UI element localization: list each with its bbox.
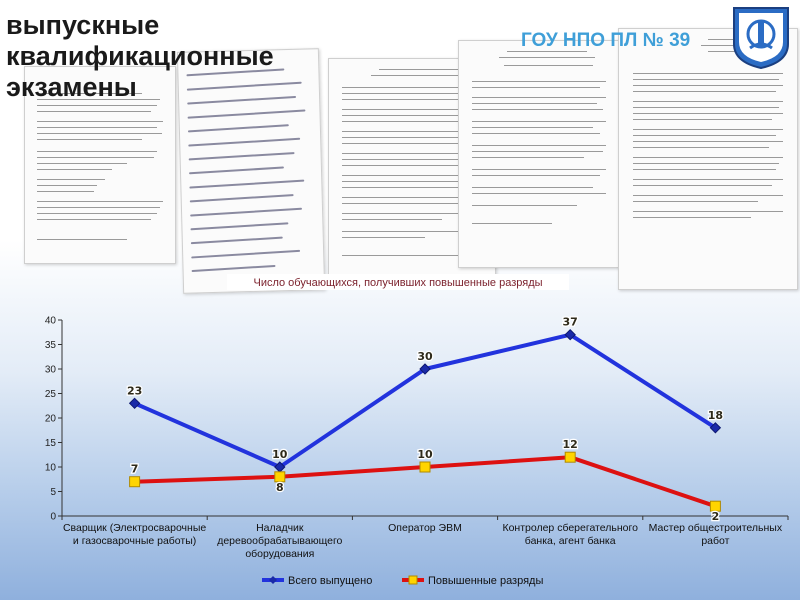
data-label: 37 <box>562 315 578 329</box>
x-category-label: оборудования <box>245 548 315 560</box>
y-axis <box>45 316 62 523</box>
data-point <box>420 462 430 472</box>
series-layer <box>127 316 723 524</box>
page-heading <box>6 0 326 103</box>
y-tick-label: 5 <box>50 487 56 498</box>
x-category-label: и газосварочные работы) <box>72 535 197 547</box>
organization-name: ГОУ НПО ПЛ № 39 <box>521 30 691 51</box>
y-tick-label: 25 <box>44 389 56 400</box>
data-label: 2 <box>711 510 720 524</box>
x-category-label: деревообрабатывающего <box>217 535 343 547</box>
data-point <box>130 477 140 487</box>
heading-line-3: экзамены <box>6 72 137 102</box>
chart-title: Число обучающихся, получивших повышенные разряды <box>253 277 543 289</box>
x-axis <box>62 516 788 560</box>
data-label: 18 <box>707 408 724 422</box>
data-label: 7 <box>130 462 139 476</box>
data-label: 12 <box>562 438 578 452</box>
heading-line-2: квалификационные <box>6 41 274 71</box>
heading-line-1: выпускные <box>6 10 160 40</box>
y-tick-label: 20 <box>44 413 56 425</box>
x-category-label: Сварщик (Электросварочные <box>62 522 207 534</box>
y-tick-label: 35 <box>44 340 56 351</box>
data-label: 10 <box>272 448 288 461</box>
y-tick-label: 10 <box>44 462 56 474</box>
x-category-label: Наладчик <box>256 522 304 534</box>
legend-label: Всего выпущено <box>288 575 373 587</box>
document-scan-4 <box>458 40 620 268</box>
legend-swatch-marker <box>409 576 417 584</box>
y-tick-label: 15 <box>44 438 56 449</box>
data-label: 30 <box>417 350 433 363</box>
school-emblem-icon <box>730 4 792 70</box>
legend <box>262 575 543 587</box>
y-tick-label: 30 <box>44 364 56 376</box>
y-tick-label: 0 <box>50 511 56 523</box>
data-label: 10 <box>417 448 433 461</box>
x-category-label: Оператор ЭВМ <box>388 522 462 534</box>
x-category-label: Мастер общестроительных <box>648 522 783 534</box>
line-chart <box>0 272 800 600</box>
legend-swatch-marker <box>269 576 277 584</box>
x-category-label: работ <box>701 535 730 547</box>
data-label: 23 <box>126 384 143 398</box>
data-point <box>565 452 575 462</box>
y-tick-label: 40 <box>44 315 56 327</box>
legend-label: Повышенные разряды <box>428 575 544 587</box>
x-category-label: Контролер сберегательного <box>502 522 638 534</box>
data-label: 8 <box>275 480 284 494</box>
x-category-label: банка, агент банка <box>524 535 616 547</box>
